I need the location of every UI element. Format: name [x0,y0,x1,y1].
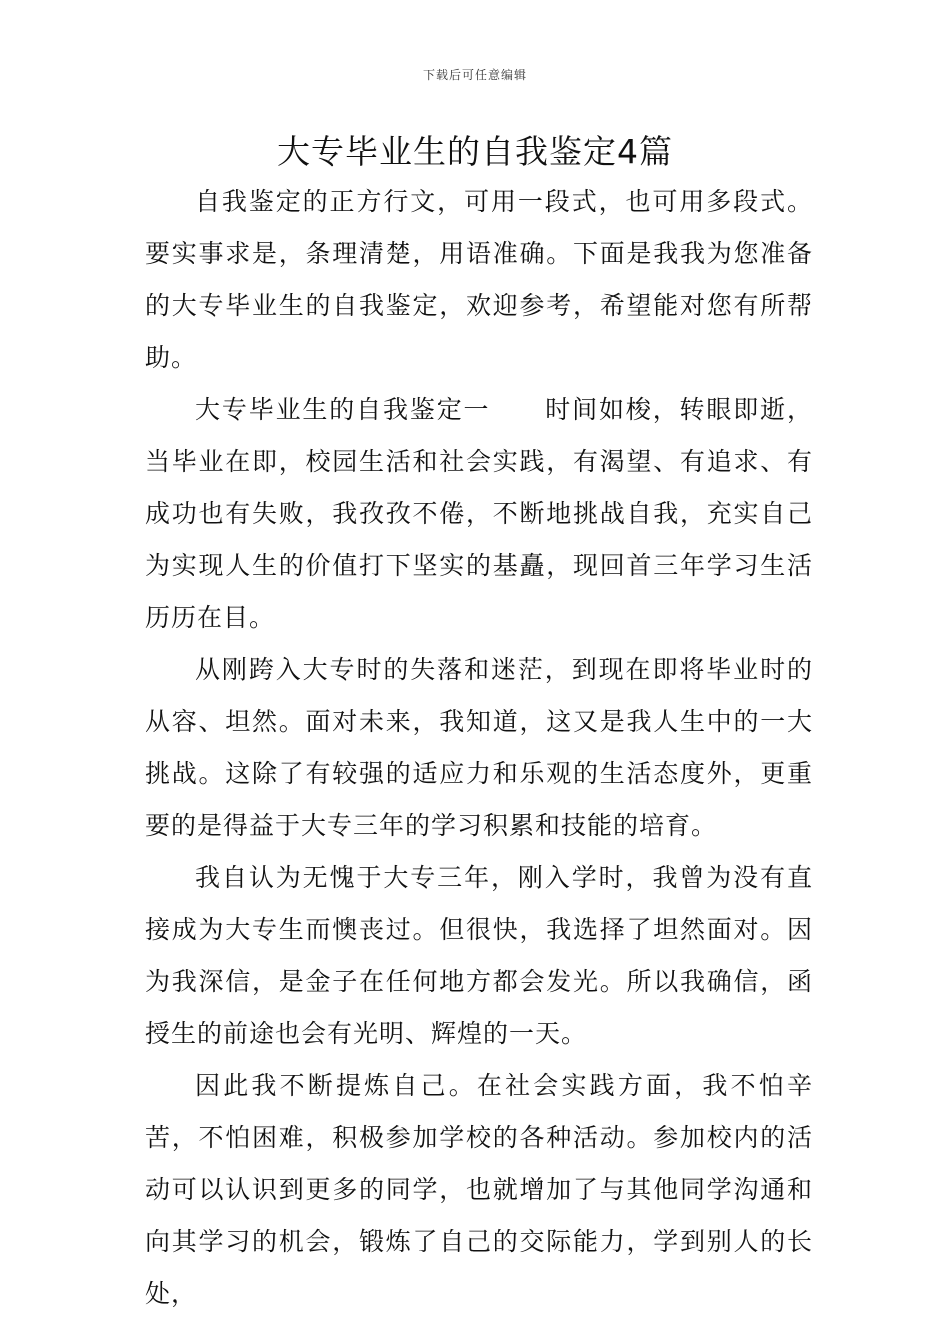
document-title: 大专毕业生的自我鉴定4篇 [277,132,673,171]
section-heading: 大专毕业生的自我鉴定一 [195,395,491,424]
page-header-note: 下载后可任意编辑 [422,68,527,82]
body-paragraph: 我自认为无愧于大专三年，刚入学时，我曾为没有直接成为大专生而懊丧过。但很快，我选择了坦然面对。因为我深信，是金子在任何地方都会发光。所以我确信，函授生的前途也会有光明、辉煌的一天。 [145,863,813,1048]
document-body [145,176,813,1320]
intro-paragraph: 自我鉴定的正方行文，可用一段式，也可用多段式。要实事求是，条理清楚，用语准确。下面是我我为您准备的大专毕业生的自我鉴定，欢迎参考，希望能对您有所帮助。 [145,187,813,372]
section-one-text: 时间如梭，转眼即逝，当毕业在即，校园生活和社会实践，有渴望、有追求、有成功也有失败，我孜孜不倦，不断地挑战自我，充实自己为实现人生的价值打下坚实的基矗，现回首三年学习生活历历在目。 [145,395,813,632]
body-paragraph: 因此我不断提炼自己。在社会实践方面，我不怕辛苦，不怕困难，积极参加学校的各种活动。参加校内的活动可以认识到更多的同学，也就增加了与其他同学沟通和向其学习的机会，锻炼了自己的交际能力，学到别人的长处， [145,1071,813,1308]
section-one-paragraph [145,384,813,644]
body-paragraph: 从刚跨入大专时的失落和迷茫，到现在即将毕业时的从容、坦然。面对未来，我知道，这又是我人生中的一大挑战。这除了有较强的适应力和乐观的生活态度外，更重要的是得益于大专三年的学习积累和技能的培育。 [145,655,813,840]
